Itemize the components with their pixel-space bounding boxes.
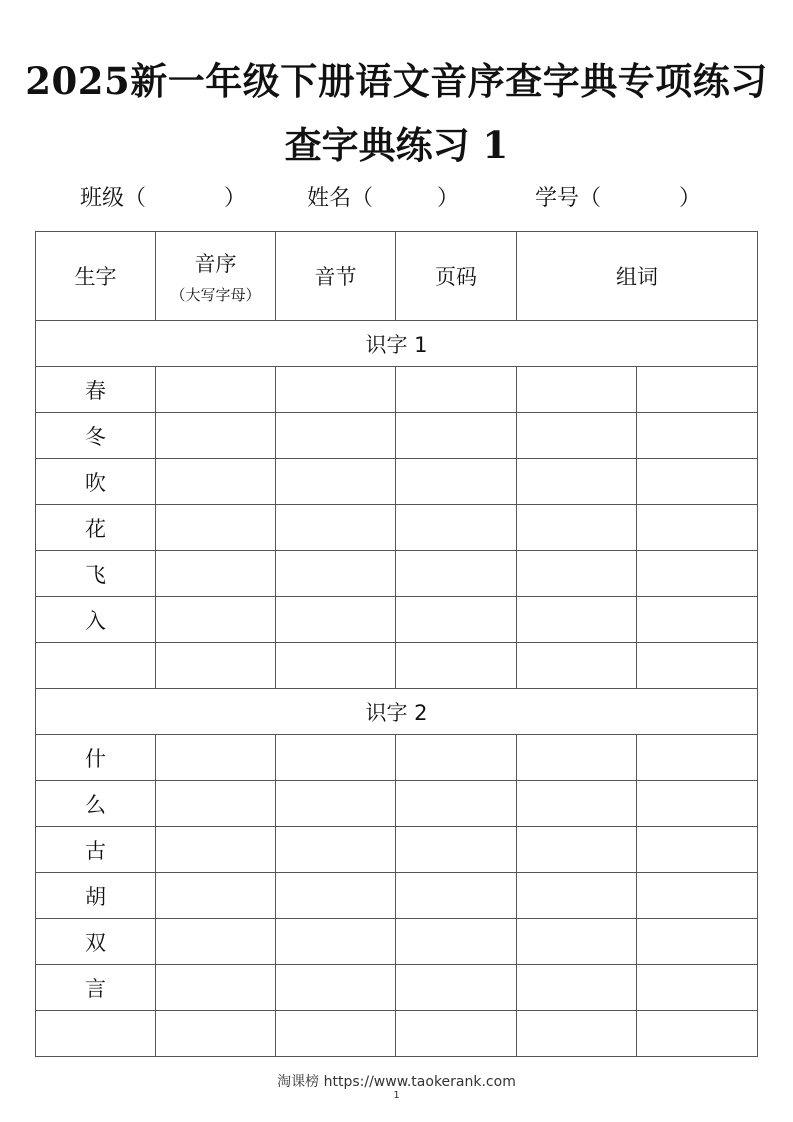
word-cell-2[interactable] [637,873,758,919]
table-row [36,505,758,551]
page-cell[interactable] [396,827,517,873]
word-cell-1[interactable] [517,919,637,965]
page-cell[interactable] [396,873,517,919]
class-label: 班级 [80,186,125,211]
order-cell[interactable] [156,873,276,919]
order-cell[interactable] [156,597,276,643]
order-cell[interactable] [156,551,276,597]
number-open-paren: （ [579,186,602,211]
word-cell-2[interactable] [637,459,758,505]
class-open-paren: （ [124,186,147,211]
name-close-paren: ） [437,186,460,211]
syllable-cell[interactable] [276,643,396,689]
table-row [36,551,758,597]
class-field [80,184,246,214]
number-label: 学号 [535,186,580,211]
section-row [36,321,758,367]
name-field [307,184,459,214]
header-words: 组词 [517,232,758,321]
word-cell-2[interactable] [637,643,758,689]
table-row [36,1011,758,1057]
syllable-cell[interactable] [276,551,396,597]
syllable-cell[interactable] [276,873,396,919]
char-cell: 什 [36,735,156,781]
word-cell-1[interactable] [517,597,637,643]
header-order [156,232,276,321]
char-cell: 双 [36,919,156,965]
order-cell[interactable] [156,919,276,965]
section-label: 识字 1 [36,321,758,367]
char-cell [36,643,156,689]
number-close-paren: ） [679,186,702,211]
page-cell[interactable] [396,413,517,459]
page-cell[interactable] [396,965,517,1011]
number-field [535,184,701,214]
page-cell[interactable] [396,643,517,689]
char-cell: 冬 [36,413,156,459]
word-cell-1[interactable] [517,643,637,689]
word-cell-1[interactable] [517,827,637,873]
table-row [36,919,758,965]
order-cell[interactable] [156,367,276,413]
syllable-cell[interactable] [276,781,396,827]
char-cell: 花 [36,505,156,551]
page-number: 1 [393,1090,400,1101]
syllable-cell[interactable] [276,1011,396,1057]
word-cell-2[interactable] [637,597,758,643]
footer-source: 淘课榜 https://www.taokerank.com [277,1074,516,1090]
header-order-note: （大写字母） [170,285,261,304]
header-char: 生字 [36,232,156,321]
class-close-paren: ） [224,186,247,211]
word-cell-2[interactable] [637,505,758,551]
order-cell[interactable] [156,781,276,827]
page-cell[interactable] [396,551,517,597]
word-cell-1[interactable] [517,781,637,827]
syllable-cell[interactable] [276,459,396,505]
word-cell-2[interactable] [637,827,758,873]
word-cell-1[interactable] [517,735,637,781]
char-cell: 言 [36,965,156,1011]
char-cell: 入 [36,597,156,643]
syllable-cell[interactable] [276,367,396,413]
order-cell[interactable] [156,459,276,505]
table-row [36,873,758,919]
header-row [36,232,758,321]
syllable-cell[interactable] [276,413,396,459]
name-label: 姓名 [307,186,352,211]
order-cell[interactable] [156,965,276,1011]
word-cell-2[interactable] [637,367,758,413]
syllable-cell[interactable] [276,827,396,873]
word-cell-1[interactable] [517,459,637,505]
order-cell[interactable] [156,735,276,781]
section-row [36,689,758,735]
word-cell-2[interactable] [637,1011,758,1057]
table-row [36,965,758,1011]
page-cell[interactable] [396,459,517,505]
table-row [36,367,758,413]
syllable-cell[interactable] [276,597,396,643]
table-row [36,459,758,505]
page-cell[interactable] [396,781,517,827]
order-cell[interactable] [156,505,276,551]
word-cell-2[interactable] [637,413,758,459]
table-row [36,781,758,827]
word-cell-1[interactable] [517,367,637,413]
order-cell[interactable] [156,1011,276,1057]
section-label: 识字 2 [36,689,758,735]
char-cell: 古 [36,827,156,873]
order-cell[interactable] [156,643,276,689]
page-cell[interactable] [396,919,517,965]
page-cell[interactable] [396,597,517,643]
word-cell-1[interactable] [517,551,637,597]
header-order-label: 音序 [194,251,237,276]
word-cell-2[interactable] [637,735,758,781]
word-cell-2[interactable] [637,919,758,965]
page-cell[interactable] [396,1011,517,1057]
page-title: 2025新一年级下册语文音序查字典专项练习 [25,59,768,103]
practice-table [35,231,758,1057]
name-open-paren: （ [351,186,374,211]
table-row [36,735,758,781]
syllable-cell[interactable] [276,735,396,781]
page-cell[interactable] [396,505,517,551]
word-cell-2[interactable] [637,551,758,597]
table-row [36,413,758,459]
char-cell [36,1011,156,1057]
page-subtitle: 查字典练习 1 [284,123,509,167]
char-cell: 飞 [36,551,156,597]
char-cell: 胡 [36,873,156,919]
syllable-cell[interactable] [276,965,396,1011]
header-page: 页码 [396,232,517,321]
char-cell: 么 [36,781,156,827]
header-syllable: 音节 [276,232,396,321]
word-cell-2[interactable] [637,965,758,1011]
page-cell[interactable] [396,735,517,781]
syllable-cell[interactable] [276,919,396,965]
table-row [36,827,758,873]
table-row [36,643,758,689]
word-cell-1[interactable] [517,413,637,459]
table-row [36,597,758,643]
char-cell: 吹 [36,459,156,505]
syllable-cell[interactable] [276,505,396,551]
word-cell-1[interactable] [517,505,637,551]
page-cell[interactable] [396,367,517,413]
order-cell[interactable] [156,827,276,873]
word-cell-1[interactable] [517,965,637,1011]
word-cell-1[interactable] [517,873,637,919]
word-cell-1[interactable] [517,1011,637,1057]
order-cell[interactable] [156,413,276,459]
char-cell: 春 [36,367,156,413]
word-cell-2[interactable] [637,781,758,827]
